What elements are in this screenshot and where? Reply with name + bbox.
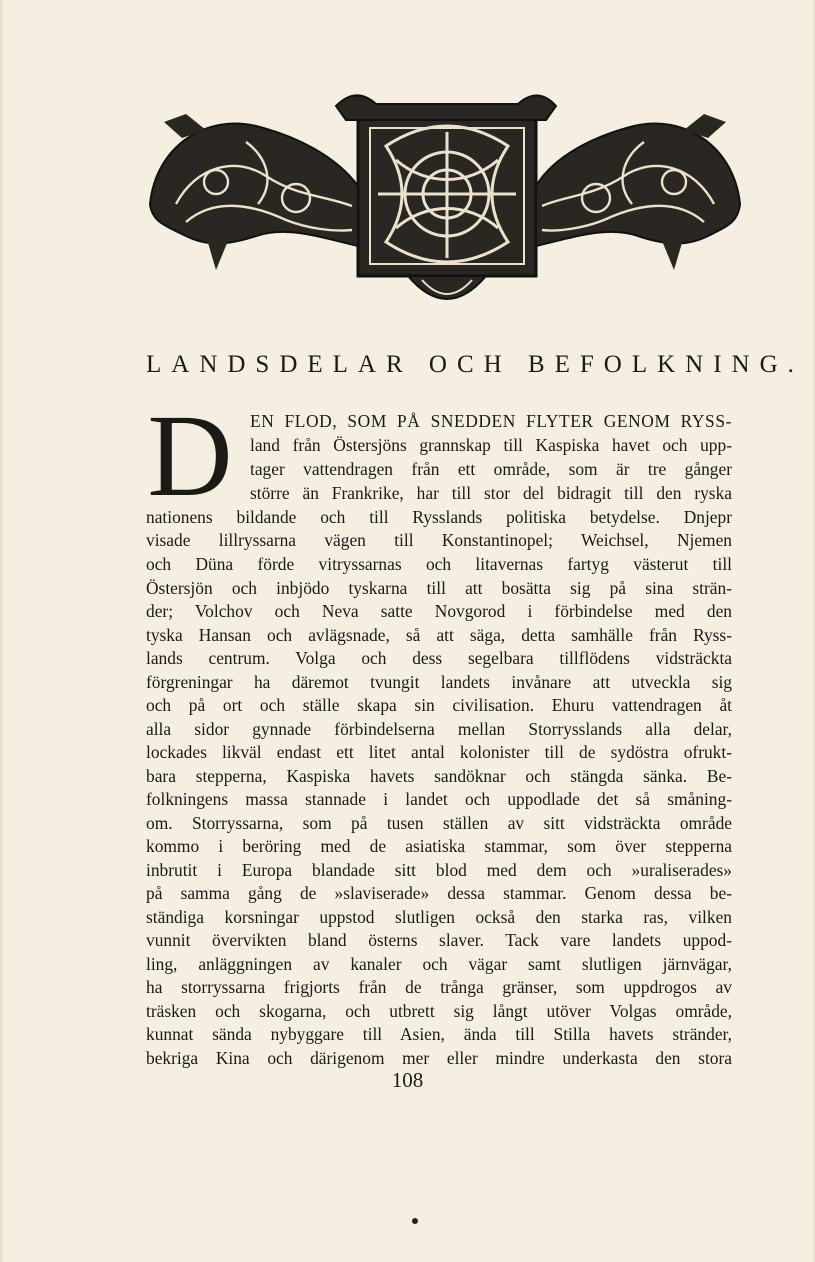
text-line: tager vattendragen från ett område, som är tre gånger — [250, 459, 732, 479]
text-line: lands centrum. Volga och dess segelbara tillflödens vidsträckta — [146, 648, 732, 668]
text-line: om. Storryssarna, som på tusen ställen av sitt vidsträckta område — [146, 813, 732, 833]
text-line: förgreningar ha däremot tvungit landets invånare att utveckla sig — [146, 672, 732, 692]
chapter-heading: LANDSDELAR OCH BEFOLKNING. — [146, 351, 804, 378]
drop-cap-letter: D — [147, 390, 233, 521]
text-line: ling, anläggningen av kanaler och vägar samt slutligen järnvägar, — [146, 954, 732, 974]
text-line: träsken och skogarna, och utbrett sig långt utöver Volgas område, — [146, 1001, 732, 1021]
printer-dot — [412, 1218, 418, 1224]
text-line: alla sidor gynnade förbindelserna mellan Storrysslands alla delar, — [146, 719, 732, 739]
text-line: bekriga Kina och därigenom mer eller mindre underkasta den stora — [146, 1048, 732, 1068]
text-line: inbrutit i Europa blandade sitt blod med dem och »uraliserades» — [146, 860, 732, 880]
celtic-knot-headpiece-ornament — [146, 86, 744, 310]
text-line: ha storryssarna frigjorts från de trånga gränser, som uppdrogos av — [146, 977, 732, 997]
text-line: land från Östersjöns grannskap till Kaspiska havet och upp- — [250, 435, 732, 455]
text-line: Östersjön och inbjödo tyskarna till att bosätta sig på sina strän- — [146, 578, 732, 598]
text-line: visade lillryssarna vägen till Konstantinopel; Weichsel, Njemen — [146, 530, 732, 550]
text-line: kommo i beröring med de asiatiska stammar, som över stepperna — [146, 836, 732, 856]
text-line: lockades likväl endast ett litet antal kolonister till de sydöstra ofrukt- — [146, 742, 732, 762]
text-line: tyska Hansan och avlägsnade, så att säga, detta samhälle från Ryss- — [146, 625, 732, 645]
text-line: bara stepperna, Kaspiska havets sandöknar och stängda sänka. Be- — [146, 766, 732, 786]
text-line: kunnat sända nybyggare till Asien, ända till Stilla havets stränder, — [146, 1024, 732, 1044]
text-line: och på ort och ställe skapa sin civilisation. Ehuru vattendragen åt — [146, 695, 732, 715]
text-line: och Düna förde vitryssarnas och litavernas fartyg västerut till — [146, 554, 732, 574]
page-number: 108 — [391, 1068, 424, 1092]
text-line: vunnit övervikten bland österns slaver. Tack vare landets uppod- — [146, 930, 732, 950]
text-line: der; Volchov och Neva satte Novgorod i förbindelse med den — [146, 601, 732, 621]
text-line: större än Frankrike, har till stor del bidragit till den ryska — [250, 483, 732, 503]
text-line: folkningens massa stannade i landet och uppodlade det så småning- — [146, 789, 732, 809]
text-line: EN FLOD, SOM PÅ SNEDDEN FLYTER GENOM RYSS- — [250, 411, 732, 431]
text-line: ständiga korsningar uppstod slutligen också den starka ras, vilken — [146, 907, 732, 927]
text-line: nationens bildande och till Rysslands politiska betydelse. Dnjepr — [146, 507, 732, 527]
text-line: på samma gång de »slaviserade» dessa stammar. Genom dessa be- — [146, 883, 732, 903]
